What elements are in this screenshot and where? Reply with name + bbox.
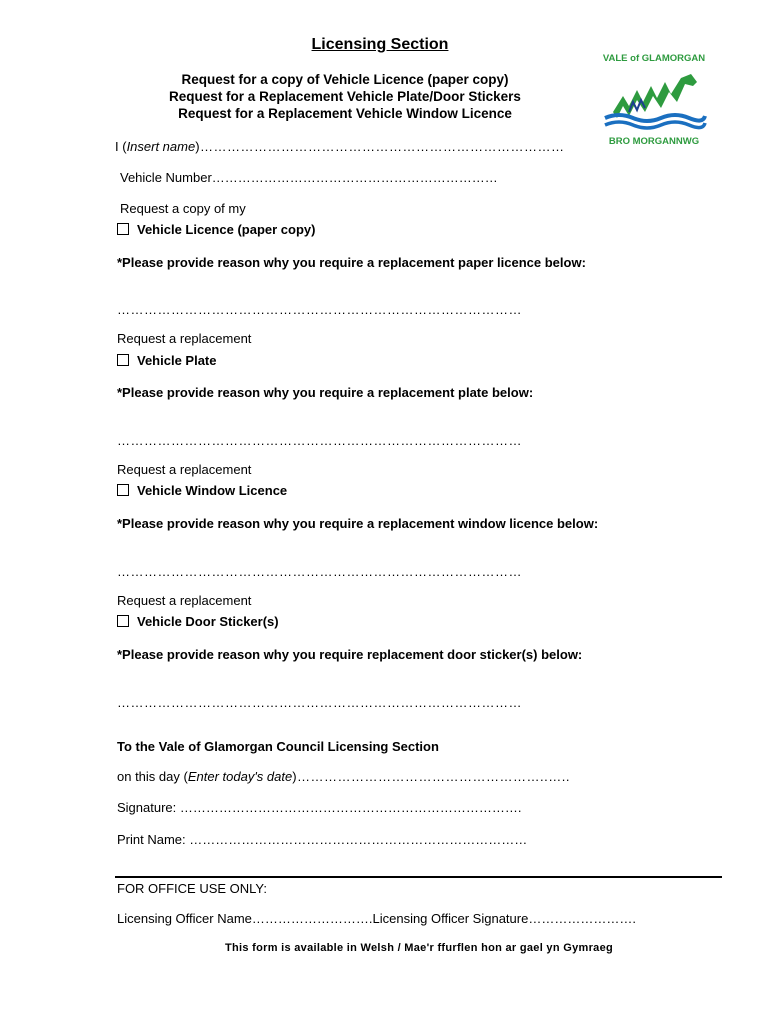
checkbox-label: Vehicle Window Licence	[137, 483, 288, 498]
section-2-reason-line[interactable]: ………………………………………………………………………………	[117, 433, 522, 448]
checkbox-label: Vehicle Plate	[137, 353, 217, 368]
date-field[interactable]	[117, 769, 570, 784]
section-3-intro: Request a replacement	[117, 462, 252, 477]
date-hint: Enter today's date	[187, 769, 293, 784]
officer-line[interactable]: Licensing Officer Name……………………….Licensing Officer Signature…………………….	[117, 911, 636, 926]
vehicle-number-field[interactable]: Vehicle Number…………………………………………………………	[120, 170, 498, 185]
print-name-field[interactable]: Print Name: ……………………………………………………………………	[117, 832, 528, 847]
section-1-reason-prompt: *Please provide reason why you require a replacement paper licence below:	[117, 255, 586, 270]
checkbox-vehicle-door-stickers[interactable]	[117, 614, 279, 629]
section-1-intro: Request a copy of my	[120, 201, 246, 216]
council-logo	[599, 52, 709, 148]
checkbox-label: Vehicle Door Sticker(s)	[137, 614, 279, 629]
date-prefix: on this day (	[117, 769, 188, 784]
office-divider	[115, 876, 722, 878]
section-2-intro: Request a replacement	[117, 331, 252, 346]
section-4-intro: Request a replacement	[117, 593, 252, 608]
checkbox-icon[interactable]	[117, 354, 129, 366]
footer-note: This form is available in Welsh / Mae'r ffurflen hon ar gael yn Gymraeg	[224, 942, 614, 954]
name-hint: Insert name	[126, 139, 196, 154]
logo-bottom-text: BRO MORGANNWG	[608, 136, 700, 147]
subtitle-2: Request for a Replacement Vehicle Plate/Door Stickers	[169, 89, 521, 104]
checkbox-icon[interactable]	[117, 484, 129, 496]
section-3-reason-line[interactable]: ………………………………………………………………………………	[117, 564, 522, 579]
name-field[interactable]	[115, 139, 565, 154]
office-heading: FOR OFFICE USE ONLY:	[117, 881, 268, 896]
date-dotted-line: )………………………………………………..…..	[292, 769, 570, 784]
section-1-reason-line[interactable]: ………………………………………………………………………………	[117, 302, 522, 317]
subtitle-3: Request for a Replacement Vehicle Window Licence	[178, 106, 512, 121]
page-title: Licensing Section	[311, 36, 449, 53]
signature-field[interactable]: Signature: …………………………………………………………………….	[117, 800, 522, 815]
checkbox-vehicle-plate[interactable]	[117, 353, 217, 368]
section-3-reason-prompt: *Please provide reason why you require a replacement window licence below:	[117, 516, 599, 531]
section-4-reason-prompt: *Please provide reason why you require replacement door sticker(s) below:	[117, 647, 583, 662]
subtitle-1: Request for a copy of Vehicle Licence (paper copy)	[181, 72, 509, 87]
declaration-to: To the Vale of Glamorgan Council Licensing Section	[117, 739, 439, 754]
checkbox-icon[interactable]	[117, 223, 129, 235]
checkbox-icon[interactable]	[117, 615, 129, 627]
name-dotted-line: )………………………………………………………………………	[195, 139, 565, 154]
checkbox-vehicle-window-licence[interactable]	[117, 483, 287, 498]
section-2-reason-prompt: *Please provide reason why you require a replacement plate below:	[117, 385, 534, 400]
council-logo-graphic	[599, 52, 709, 148]
checkbox-vehicle-licence[interactable]	[117, 222, 315, 237]
section-4-reason-line[interactable]: ………………………………………………………………………………	[117, 695, 522, 710]
name-prefix: I (	[115, 139, 127, 154]
logo-top-text: VALE of GLAMORGAN	[602, 53, 706, 64]
checkbox-label: Vehicle Licence (paper copy)	[137, 222, 316, 237]
